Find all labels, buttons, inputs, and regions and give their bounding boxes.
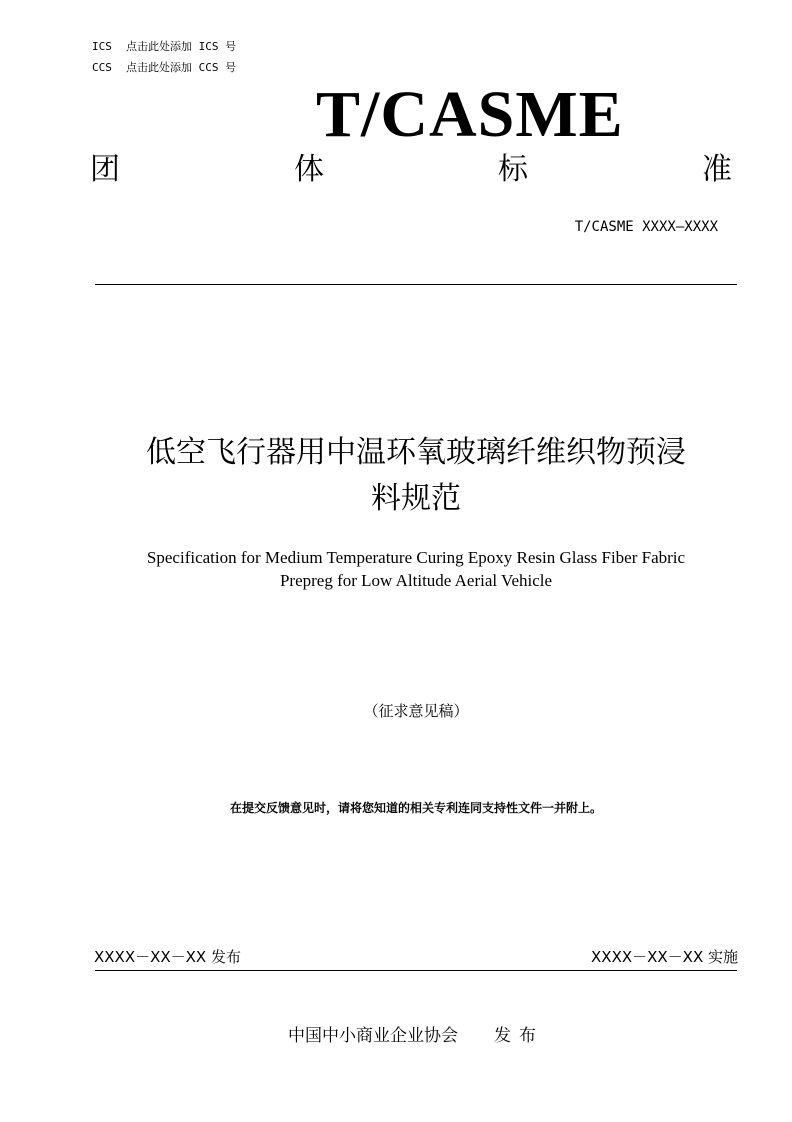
category-char: 团	[90, 152, 120, 187]
issuer-action: 发布	[494, 1026, 544, 1046]
category-char: 标	[498, 152, 528, 187]
patent-notice: 在提交反馈意见时，请将您知道的相关专利连同支持性文件一并附上。	[229, 801, 602, 815]
ics-placeholder[interactable]: 点击此处添加 ICS 号	[126, 40, 237, 53]
title-english-line: Specification for Medium Temperature Curing Epoxy Resin Glass Fiber Fabric	[146, 548, 686, 567]
publish-date: XXXX－XX－XX 发布	[94, 948, 241, 966]
standard-category	[90, 152, 732, 188]
category-char: 准	[702, 152, 732, 187]
brand-logo-text: T/CASME	[316, 78, 624, 151]
footer-divider	[95, 970, 737, 971]
ics-code: ICS	[92, 40, 112, 53]
title-chinese-line: 低空飞行器用中温环氧玻璃纤维织物预浸	[146, 435, 686, 470]
draft-label: （征求意见稿）	[363, 702, 469, 720]
title-chinese	[96, 430, 736, 522]
title-chinese-line: 料规范	[371, 481, 461, 516]
issuer	[96, 1024, 736, 1048]
issuer-name: 中国中小商业企业协会	[288, 1026, 458, 1046]
standard-number: T/CASME XXXX—XXXX	[574, 219, 718, 235]
ccs-line	[92, 61, 236, 75]
implement-date: XXXX－XX－XX 实施	[591, 948, 738, 966]
title-english-line: Prepreg for Low Altitude Aerial Vehicle	[279, 571, 553, 590]
header-divider	[95, 284, 737, 285]
ccs-code: CCS	[92, 61, 112, 74]
ics-line	[92, 40, 236, 54]
ccs-placeholder[interactable]: 点击此处添加 CCS 号	[126, 61, 237, 74]
category-char: 体	[294, 152, 324, 187]
title-english	[96, 546, 736, 592]
